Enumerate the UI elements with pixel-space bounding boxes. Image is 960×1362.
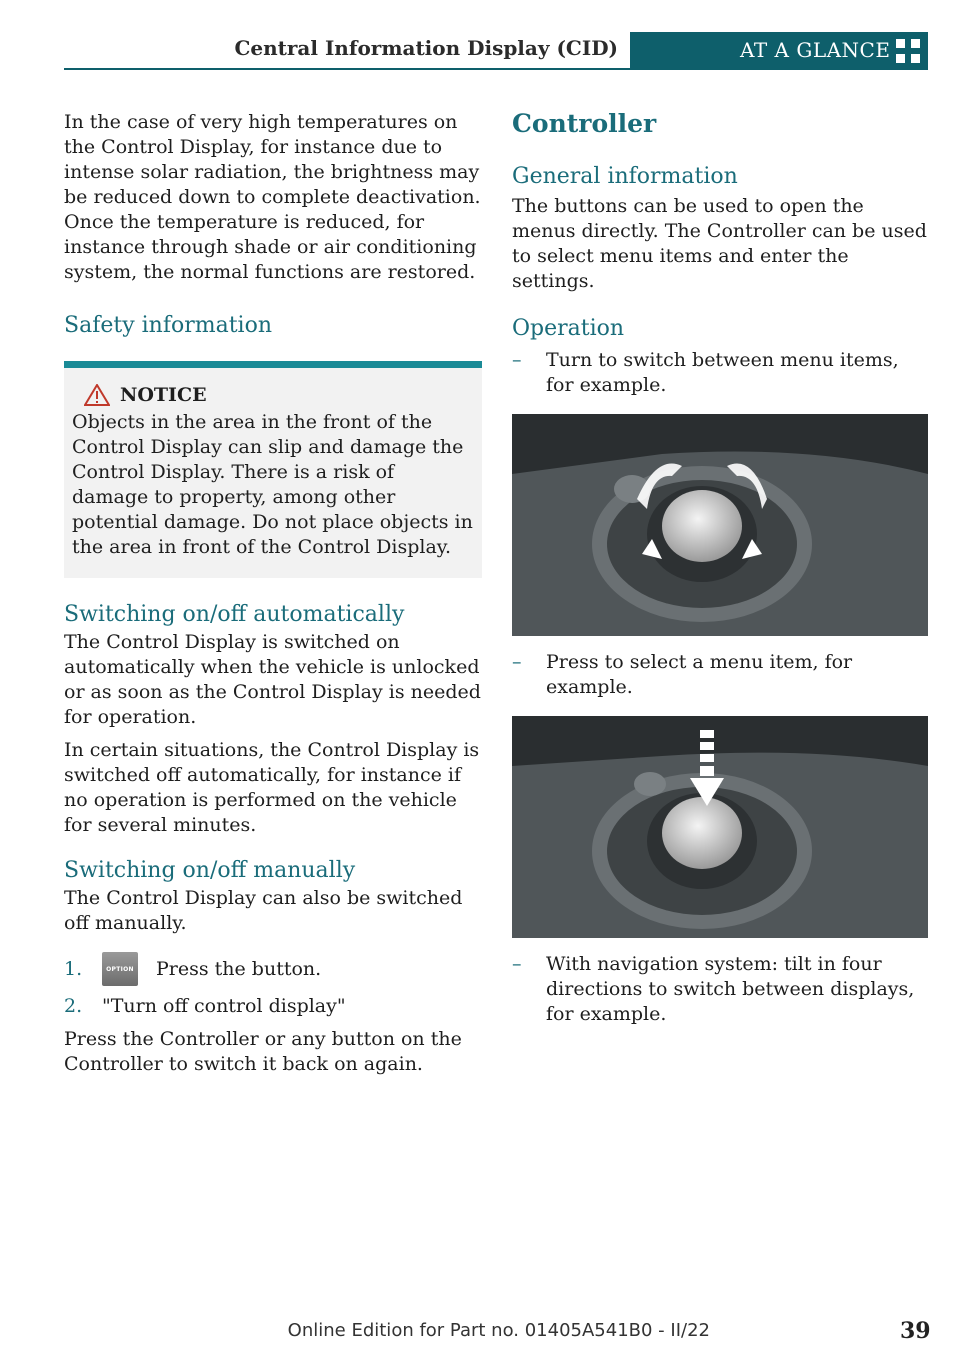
auto-heading: Switching on/off automatically	[64, 602, 405, 627]
chapter-label: AT A GLANCE	[740, 38, 891, 62]
outro-paragraph: Press the Controller or any button on the Controller to switch it back on again.	[64, 1028, 462, 1075]
option-button-icon	[102, 952, 138, 986]
controller-turn-illustration	[512, 414, 928, 636]
edition-note: Online Edition for Part no. 01405A541B0 - II/22	[287, 1320, 710, 1341]
auto-paragraph-2: In certain situations, the Control Display is switched off automatically, for instance if no operation is performed on the vehicle for several minutes.	[64, 739, 480, 836]
intro-paragraph: In the case of very high temperatures on the Control Display, for instance due to intense solar radiation, the brightness may be reduced down to complete deactivation. Once the temperature is reduced, for instance through shade or air conditioning system, the normal functions are restored.	[64, 111, 481, 283]
notice-header	[84, 384, 474, 406]
bullet-turn	[512, 348, 930, 398]
step-number: 1.	[64, 957, 83, 980]
bullet-text: Press to select a menu item, for example.	[546, 651, 853, 698]
right-column	[512, 108, 930, 1027]
bullet-dash: –	[512, 349, 522, 371]
controller-press-image	[512, 716, 928, 938]
general-heading: General information	[512, 164, 738, 189]
step-1	[64, 952, 482, 986]
bullet-tilt	[512, 952, 930, 1027]
notice-label: NOTICE	[120, 384, 207, 406]
page-header	[64, 32, 928, 70]
grid-icon	[896, 39, 920, 63]
step-number: 2.	[64, 995, 83, 1017]
step-text: "Turn off control display"	[102, 995, 346, 1017]
controller-press-illustration	[512, 716, 928, 938]
notice-text: Objects in the area in the front of the Control Display can slip and damage the Control Display. There is a risk of damage to property, among other potential damage. Do not place objects in the area in front of the Control Display.	[72, 411, 473, 558]
manual-paragraph: The Control Display can also be switched off manually.	[64, 887, 463, 934]
page-footer	[0, 1316, 960, 1346]
general-paragraph: The buttons can be used to open the menus directly. The Controller can be used to select menu items and enter the settings.	[512, 195, 927, 292]
warning-icon	[84, 384, 110, 406]
section-title: Central Information Display (CID)	[234, 36, 618, 60]
bullet-dash: –	[512, 953, 522, 975]
option-icon-label: OPTION	[106, 965, 134, 973]
bullet-text: With navigation system: tilt in four directions to switch between displays, for example.	[546, 953, 915, 1025]
auto-paragraph-1: The Control Display is switched on automatically when the vehicle is unlocked or as soon as the Control Display is needed for operation.	[64, 631, 481, 728]
chapter-tab	[630, 32, 928, 70]
controller-heading: Controller	[512, 109, 657, 138]
operation-heading: Operation	[512, 316, 625, 341]
safety-heading: Safety information	[64, 313, 272, 338]
step-text: Press the button.	[156, 957, 322, 980]
page-number: 39	[900, 1318, 931, 1344]
header-rule	[64, 68, 630, 70]
steps-list	[64, 952, 482, 1019]
step-2	[64, 994, 482, 1019]
bullet-press	[512, 650, 930, 700]
notice-box	[64, 361, 482, 578]
bullet-text: Turn to switch between menu items, for example.	[546, 349, 899, 396]
manual-heading: Switching on/off manually	[64, 858, 356, 883]
controller-turn-image	[512, 414, 928, 636]
bullet-dash: –	[512, 651, 522, 673]
left-column	[64, 108, 482, 1077]
